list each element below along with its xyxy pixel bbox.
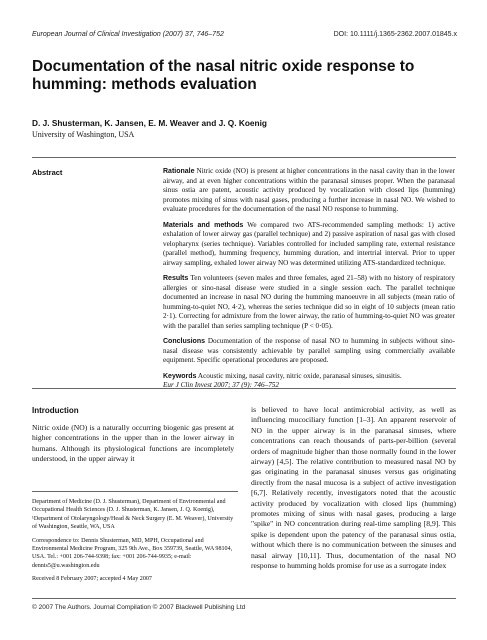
department-note: Department of Medicine (D. J. Shusterman), Department of Environmental and Occupational Health Sciences (D. J. Shusterman, K. Jansen, J. Q. Koenig), ¹Department of Otolaryngology/Head & Neck Surgery (E. M. Weaver), University of Washington, Seattle, WA, USA (32, 499, 234, 531)
author-notes (32, 498, 238, 589)
divider (32, 491, 238, 492)
abstract-methods (163, 221, 455, 269)
intro-heading: Introduction (32, 406, 79, 415)
keywords-text: Acoustic mixing, nasal cavity, nitric oxide, paranasal sinuses, sinusitis. (197, 371, 402, 380)
journal-header: European Journal of Clinical Investigation (2007) 37, 746–752 (32, 31, 224, 38)
correspondence-note: Correspondence to: Dennis Shusterman, MD, MPH, Occupational and Environmental Medicine Program, 325 9th Ave., Box 359739, Seattle, WA 98104, USA. Tel.: +001 206-744-9398; fax: +001 206-744-9935; e-mail: dennis5@u.washington.edu (32, 537, 233, 569)
results-heading: Results (163, 275, 189, 282)
divider (32, 388, 456, 389)
rationale-heading: Rationale (163, 168, 195, 175)
abstract-label: Abstract (32, 168, 63, 177)
authors: D. J. Shusterman, K. Jansen, E. M. Weaver and J. Q. Koenig (32, 118, 267, 128)
abstract-conclusions (163, 337, 455, 366)
citation: Eur J Clin Invest 2007; 37 (9): 746–752 (163, 381, 279, 389)
right-column-text: is believed to have local antimicrobial activity, as well as influencing mucociliary function [1–3]. An apparent reservoir of NO in the upper airway is in the paranasal sinuses, where concentrations can reach thousands of parts-per-billion (several orders of magnitude higher than those normally found in the lower airway) [4,5]. The relative contribution to measured nasal NO by gas originating in the paranasal sinuses versus gas originating directly from the nasal mucosa is a subject of active investigation [6,7]. Relatively recently, investigators noted that the acoustic activity produced by vocalization with closed lips (humming) promotes mixing of sinus with nasal gases, producing a large "spike" in NO concentration during real-time sampling [8,9]. This spike is dependent upon the patency of the paranasal sinus ostia, without which there is no communication between the sinuses and nasal airway [10,11]. Thus, documentation of the nasal NO response to humming holds promise for use as a surrogate index (251, 405, 456, 571)
conclusions-heading: Conclusions (163, 338, 206, 345)
doi-header: DOI: 10.1111/j.1365-2362.2007.01845.x (333, 31, 457, 38)
received-note: Received 8 February 2007; accepted 4 May 2007 (32, 576, 152, 583)
conclusions-text: Documentation of the response of nasal NO to humming in subjects without sino-nasal disease was consistently achievable by parallel sampling using commercially available equipment. Specific operational procedures are proposed. (163, 337, 456, 364)
abstract-rationale (163, 167, 455, 215)
affiliation: University of Washington, USA (32, 130, 135, 139)
article-title: Documentation of the nasal nitric oxide response to humming: methods evaluation (32, 58, 415, 93)
results-text: Ten volunteers (seven males and three females, aged 21–58) with no history of respiratory allergies or sino-nasal disease were studied in a single session each. The parallel technique documented an increase in nasal NO during the humming manoeuvre in all subjects (mean ratio of humming-to-quiet NO, 4·2), whereas the series technique did so in eight of 10 subjects (mean ratio 2·1). Correcting for admixture from the lower airway, the ratio of humming-to-quiet NO was greater with the parallel than series sampling technique (P < 0·05). (163, 274, 455, 330)
rationale-text: Nitric oxide (NO) is present at higher concentrations in the nasal cavity than in the lower airway, and at even higher concentrations within the paranasal sinuses proper. When the paranasal sinus ostia are patent, acoustic activity produced by vocalization with closed lips (humming) promotes mixing of sinus with nasal gases, producing a further increase in nasal NO. We wished to evaluate procedures for the documentation of the nasal NO response to humming. (163, 167, 455, 213)
keywords-heading: Keywords (163, 372, 197, 380)
methods-text: We compared two ATS-recommended sampling methods: 1) active exhalation of lower airway gas (parallel technique) and 2) passive aspiration of nasal gas with closed velopharynx (series technique). Variables controlled for included sampling rate, external resistance (parallel method), humming frequency, humming duration, and intertrial interval. Prior to upper airway sampling, exhaled lower airway NO was determined utilizing ATS-standardized technique. (163, 220, 455, 267)
copyright-footer: © 2007 The Authors. Journal Compilation © 2007 Blackwell Publishing Ltd (32, 604, 246, 611)
divider (32, 598, 456, 599)
divider (32, 157, 456, 158)
abstract-results (163, 274, 455, 331)
intro-body: Nitric oxide (NO) is a naturally occurring biogenic gas present at higher concentrations in the upper than in the lower airway in humans. Although its physiological functions are incompletely understood, in the upper airway it (32, 423, 234, 464)
methods-heading: Materials and methods (163, 221, 244, 229)
abstract-body (163, 167, 455, 391)
